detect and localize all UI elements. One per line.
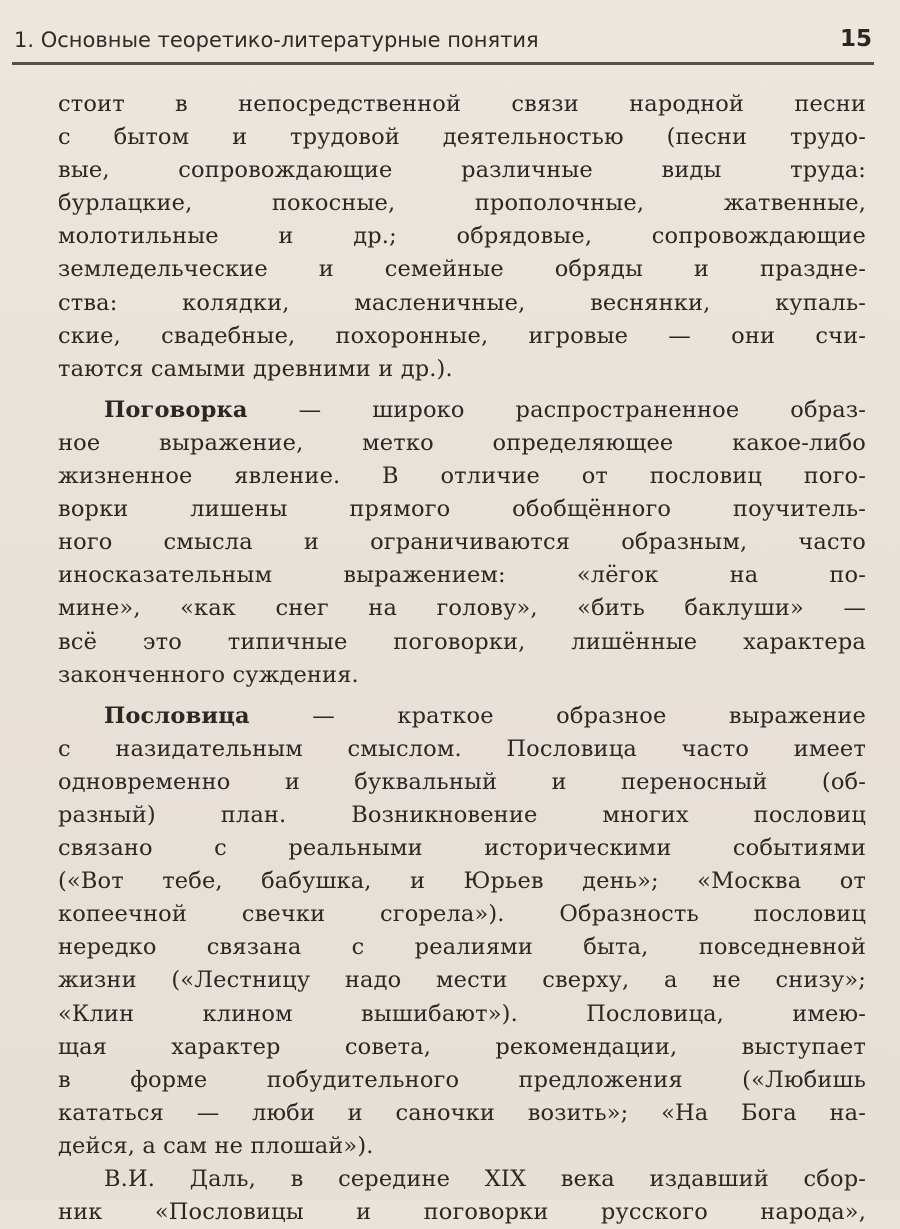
text-line: вые, сопровождающие различные виды труда: bbox=[58, 157, 866, 184]
text-line: стоит в непосредственной связи народной песни bbox=[58, 91, 866, 117]
text-line: дейся, а сам не плошай»). bbox=[58, 1132, 374, 1159]
text-line: всё это типичные поговорки, лишённые характера bbox=[58, 628, 866, 655]
text-line: связано с реальными историческими событиями bbox=[58, 835, 866, 862]
paragraph-folk-songs bbox=[58, 88, 866, 386]
text-line: таются самыми древними и др.). bbox=[58, 355, 453, 382]
text-line: иносказательным выражением: «лёгок на по- bbox=[58, 562, 866, 589]
text-line: кататься — люби и саночки возить»; «На Бога на- bbox=[58, 1099, 866, 1126]
text-line: ное выражение, метко определяющее какое-либо bbox=[58, 429, 866, 456]
term-definition-start: — широко распространенное образ- bbox=[247, 396, 866, 423]
text-line: ник «Пословицы и поговорки русского народа», bbox=[58, 1199, 866, 1226]
text-line: молотильные и др.; обрядовые, сопровождающие bbox=[58, 223, 866, 250]
text-line bbox=[58, 700, 866, 733]
body-text bbox=[58, 88, 866, 1229]
text-line: ворки лишены прямого обобщённого поучитель- bbox=[58, 496, 866, 523]
text-line: жизненное явление. В отличие от пословиц пого- bbox=[58, 463, 866, 490]
term-pogovorka: Поговорка bbox=[104, 396, 248, 423]
text-line: разный) план. Возникновение многих пословиц bbox=[58, 801, 866, 828]
text-line: ские, свадебные, похоронные, игровые — они счи- bbox=[58, 322, 866, 349]
term-definition-start: — краткое образное выражение bbox=[249, 702, 866, 729]
text-line: мине», «как снег на голову», «бить баклуши» — bbox=[58, 595, 866, 622]
text-line: законченного суждения. bbox=[58, 661, 359, 688]
text-line: («Вот тебе, бабушка, и Юрьев день»; «Москва от bbox=[58, 868, 866, 895]
text-line: бурлацкие, покосные, прополочные, жатвенные, bbox=[58, 190, 866, 217]
running-header bbox=[14, 28, 872, 62]
paragraph-dal bbox=[58, 1163, 866, 1229]
text-line: жизни («Лестницу надо мести сверху, а не снизу»; bbox=[58, 967, 866, 994]
text-line: в форме побудительного предложения («Любишь bbox=[58, 1066, 866, 1093]
term-poslovitsa: Пословица bbox=[104, 702, 250, 729]
text-line: «Клин клином вышибают»). Пословица, имею- bbox=[58, 1000, 866, 1027]
text-line: с назидательным смыслом. Пословица часто имеет bbox=[58, 735, 866, 762]
text-line: ного смысла и ограничиваются образным, часто bbox=[58, 529, 866, 556]
text-line: земледельческие и семейные обряды и праздне- bbox=[58, 256, 866, 283]
text-line: с бытом и трудовой деятельностью (песни трудо- bbox=[58, 124, 866, 151]
text-line: щая характер совета, рекомендации, выступает bbox=[58, 1033, 866, 1060]
paragraph-poslovitsa bbox=[58, 700, 866, 1163]
page-number: 15 bbox=[839, 26, 872, 52]
text-line: В.И. Даль, в середине XIX века издавший сбор- bbox=[104, 1166, 866, 1192]
header-divider bbox=[12, 62, 874, 65]
text-line: одновременно и буквальный и переносный (об- bbox=[58, 768, 866, 795]
running-title: 1. Основные теоретико-литературные понятия bbox=[14, 28, 539, 52]
text-line: ства: колядки, масленичные, веснянки, купаль- bbox=[58, 289, 866, 316]
text-line: нередко связана с реалиями быта, повседневной bbox=[58, 934, 866, 961]
text-line bbox=[58, 394, 866, 427]
paragraph-pogovorka bbox=[58, 394, 866, 692]
text-line: копеечной свечки сгорела»). Образность пословиц bbox=[58, 901, 866, 928]
